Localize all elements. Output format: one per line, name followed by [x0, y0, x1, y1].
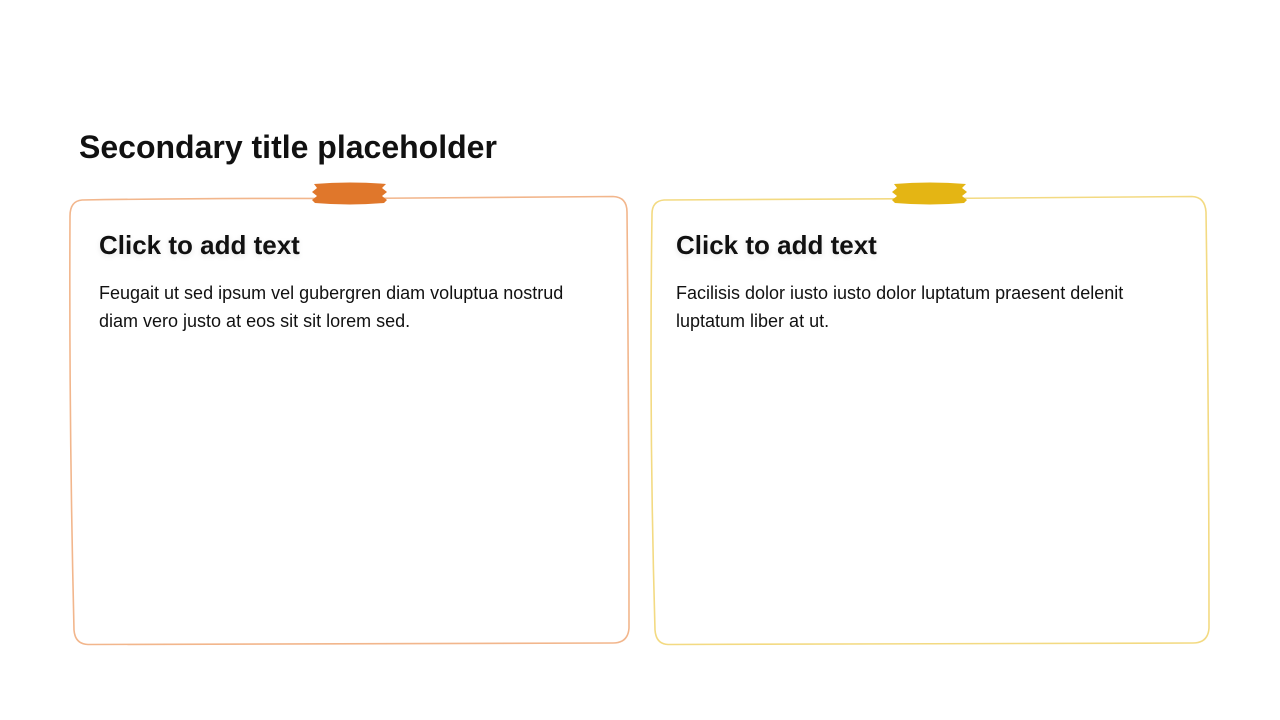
card-body-text[interactable]: Feugait ut sed ipsum vel gubergren diam voluptua nostrud diam vero justo at eos sit sit lorem sed. [99, 283, 564, 331]
card-border [651, 197, 1209, 645]
text-card-left [68, 182, 632, 648]
text-card-right [648, 182, 1212, 648]
slide-title[interactable]: Secondary title placeholder [79, 129, 497, 165]
tape-icon [312, 183, 387, 205]
card-heading[interactable]: Click to add text [676, 230, 877, 260]
card-border [70, 197, 629, 645]
card-heading[interactable]: Click to add text [99, 230, 300, 260]
card-body-text[interactable]: Facilisis dolor iusto iusto dolor luptatum praesent delenit luptatum liber at ut. [676, 283, 1124, 331]
tape-icon [892, 183, 967, 205]
